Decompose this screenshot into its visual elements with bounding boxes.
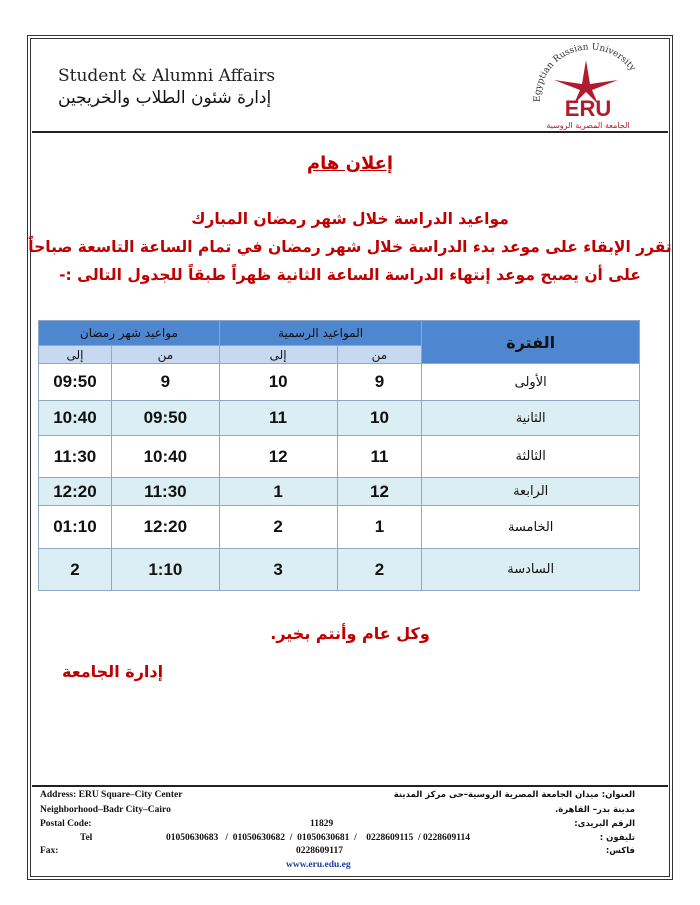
fax-number: 0228609117	[296, 846, 343, 856]
official-from-cell: 11	[337, 436, 422, 478]
schedule-table	[38, 320, 640, 591]
announcement-title: إعلان هام	[306, 153, 394, 174]
ramadan-from-cell: 9	[111, 364, 219, 401]
official-to-cell: 1	[219, 478, 337, 506]
department-name-en: Student & Alumni Affairs	[58, 66, 276, 86]
table-row	[39, 478, 640, 506]
ramadan-to-cell: 09:50	[39, 364, 112, 401]
signature: إدارة الجامعة	[62, 662, 164, 681]
department-name-ar: إدارة شئون الطلاب والخريجين	[58, 88, 272, 108]
official-to-cell: 11	[219, 401, 337, 436]
address-en-1: Address: ERU Square–City Center	[40, 790, 183, 800]
official-from-header: من	[337, 346, 422, 364]
official-to-cell: 12	[219, 436, 337, 478]
postal-label: Postal Code:	[40, 819, 92, 829]
tel-ar: تليفون :	[599, 833, 635, 843]
ramadan-to-cell: 11:30	[39, 436, 112, 478]
period-cell: الخامسة	[422, 506, 640, 549]
website-link[interactable]: www.eru.edu.eg	[286, 860, 351, 870]
official-to-cell: 3	[219, 549, 337, 591]
ramadan-header: مواعيد شهر رمضان	[39, 321, 220, 346]
period-cell: الرابعة	[422, 478, 640, 506]
table-row	[39, 364, 640, 401]
ramadan-from-cell: 09:50	[111, 401, 219, 436]
announcement-line: على أن يصبح موعد إنتهاء الدراسة الساعة الثانية ظهراً طبقاً للجدول التالى :-	[59, 266, 641, 284]
ramadan-from-cell: 1:10	[111, 549, 219, 591]
period-cell: الثالثة	[422, 436, 640, 478]
official-to-header: إلى	[219, 346, 337, 364]
period-cell: السادسة	[422, 549, 640, 591]
ramadan-from-header: من	[111, 346, 219, 364]
official-to-cell: 2	[219, 506, 337, 549]
postal-ar: الرقم البريدى:	[574, 819, 635, 829]
fax-ar: فاكس:	[605, 846, 635, 856]
svg-text:Egyptian Russian University: Egyptian Russian University	[532, 42, 638, 103]
official-header: المواعيد الرسمية	[219, 321, 422, 346]
svg-text:الجامعة المصرية الروسية: الجامعة المصرية الروسية	[546, 121, 630, 130]
tel-label: Tel	[80, 833, 93, 843]
official-to-cell: 10	[219, 364, 337, 401]
address-en-2: Neighborhood–Badr City–Cairo	[40, 805, 171, 815]
header-divider	[32, 131, 668, 133]
table-row	[39, 506, 640, 549]
postal-code: 11829	[310, 819, 334, 829]
address-ar-1: العنوان: ميدان الجامعة المصرية الروسية–حى مركز المدينة	[393, 790, 635, 800]
footer-divider	[32, 785, 668, 787]
official-from-cell: 2	[337, 549, 422, 591]
official-from-cell: 9	[337, 364, 422, 401]
announcement-line: تقرر الإبقاء على موعد بدء الدراسة خلال شهر رمضان في تمام الساعة التاسعة صباحاً	[28, 238, 672, 256]
fax-label: Fax:	[40, 846, 59, 856]
ramadan-to-cell: 01:10	[39, 506, 112, 549]
official-from-cell: 1	[337, 506, 422, 549]
ramadan-from-cell: 10:40	[111, 436, 219, 478]
official-from-cell: 12	[337, 478, 422, 506]
period-cell: الأولى	[422, 364, 640, 401]
period-cell: الثانية	[422, 401, 640, 436]
ramadan-to-header: إلى	[39, 346, 112, 364]
announcement-line: مواعيد الدراسة خلال شهر رمضان المبارك	[191, 210, 509, 228]
table-row	[39, 401, 640, 436]
tel-numbers: 01050630683 / 01050630682 / 01050630681 / 0228609115 / 0228609114	[166, 833, 471, 843]
address-ar-2: مدينة بدر– القاهرة.	[555, 805, 635, 815]
ramadan-to-cell: 10:40	[39, 401, 112, 436]
period-header: الفترة	[422, 321, 640, 364]
table-row	[39, 436, 640, 478]
eru-logo	[528, 42, 648, 130]
ramadan-from-cell: 11:30	[111, 478, 219, 506]
ramadan-to-cell: 2	[39, 549, 112, 591]
ramadan-from-cell: 12:20	[111, 506, 219, 549]
greeting: وكل عام وأنتم بخير.	[270, 624, 430, 643]
table-row	[39, 549, 640, 591]
svg-text:ERU: ERU	[564, 96, 612, 121]
official-from-cell: 10	[337, 401, 422, 436]
ramadan-to-cell: 12:20	[39, 478, 112, 506]
